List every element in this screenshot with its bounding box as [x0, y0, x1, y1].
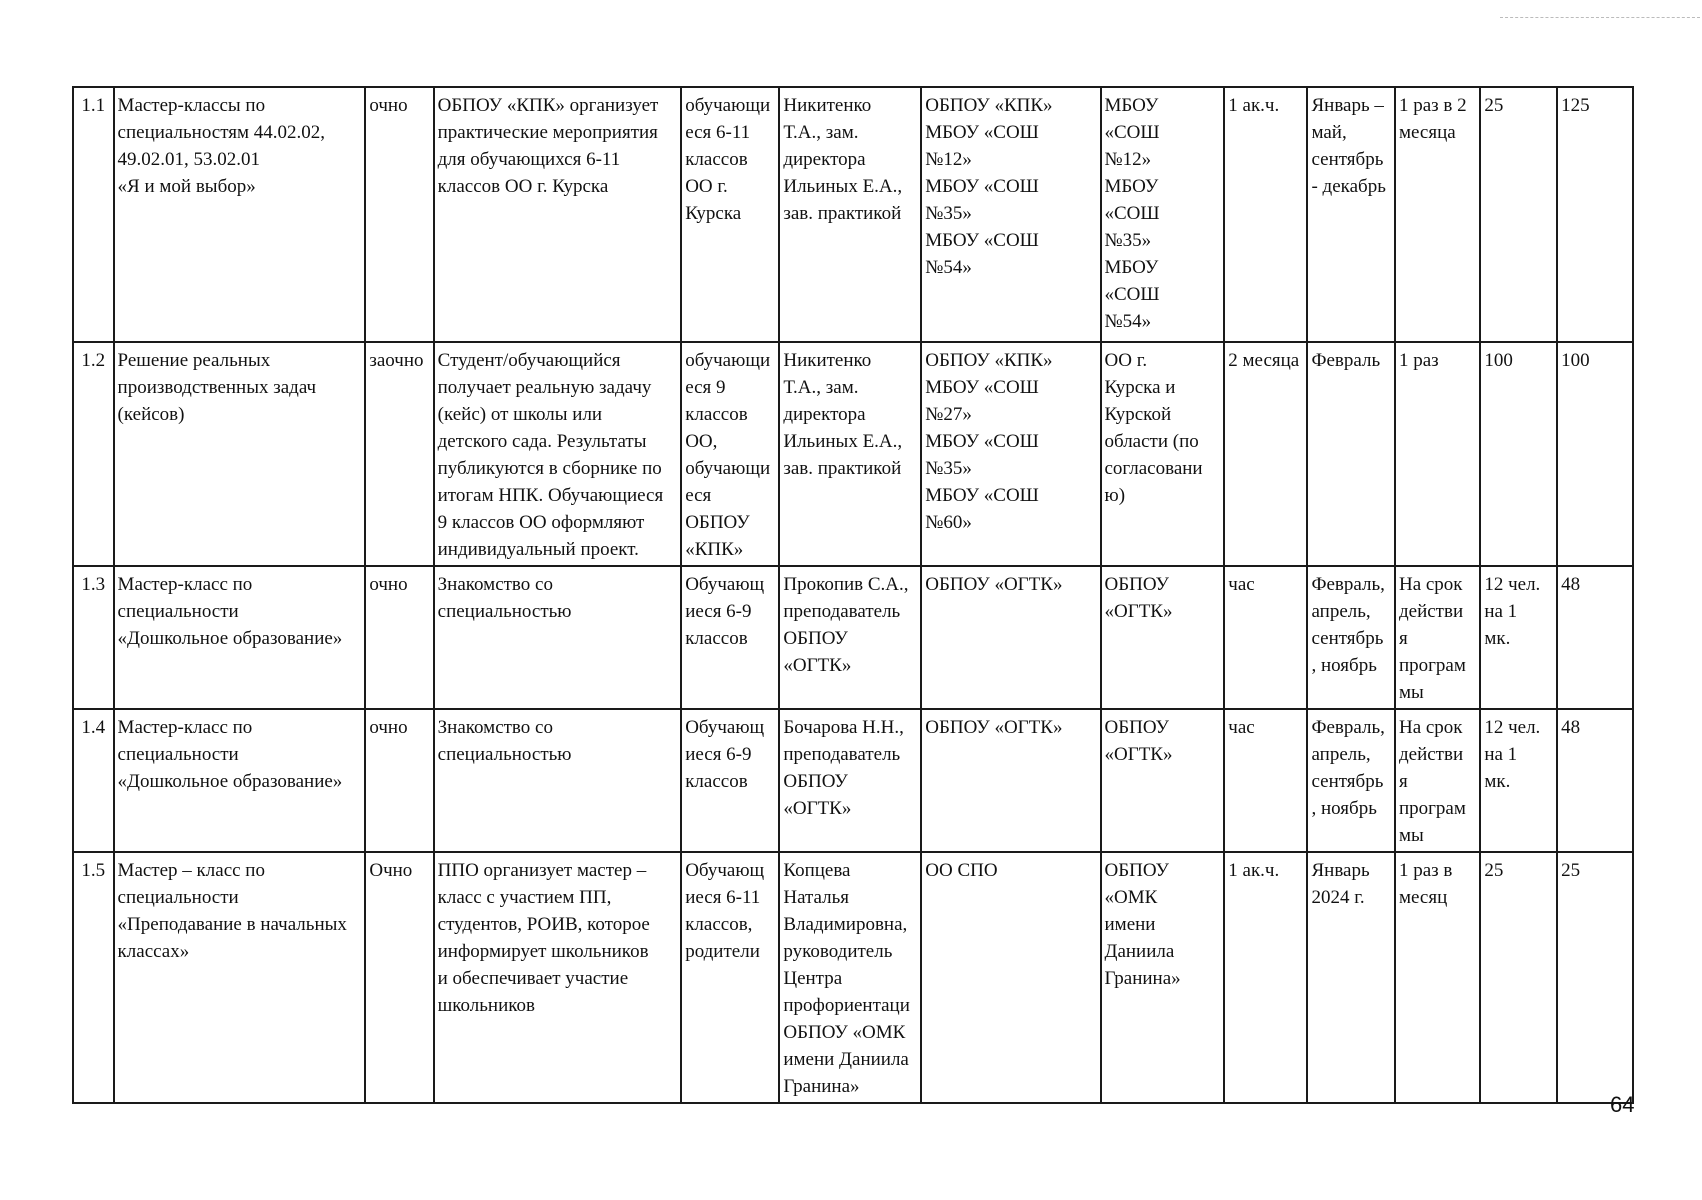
organizers-cell: [921, 852, 1100, 1103]
frequency-line: я: [1398, 628, 1408, 649]
target-audience-line: Курска: [685, 203, 742, 224]
responsible-person-line: ОБПОУ: [783, 771, 848, 792]
activity-description-line: ОБПОУ «КПК» организует: [437, 95, 659, 116]
target-audience-line: классов,: [685, 914, 753, 935]
responsible-person-line: «ОГТК»: [783, 798, 852, 819]
frequency-line: мы: [1398, 825, 1424, 846]
row-number-cell: 1.4: [73, 709, 114, 852]
venue-cell: [1101, 342, 1225, 566]
responsible-person-line: Т.А., зам.: [783, 377, 859, 398]
responsible-person-line: руководитель: [783, 941, 893, 962]
participants-per-event-line: 12 чел.: [1484, 717, 1541, 738]
responsible-person-line: Копцева: [783, 860, 851, 881]
activity-name-line: «Я и мой выбор»: [117, 176, 256, 197]
venue-line: имени: [1104, 914, 1156, 935]
responsible-person-line: зав. практикой: [783, 458, 902, 479]
activity-description-line: информирует школьников: [437, 941, 649, 962]
dates-line: Январь –: [1311, 95, 1384, 116]
frequency-cell: [1395, 566, 1480, 709]
venue-line: Курской: [1104, 404, 1172, 425]
venue-line: ОО г.: [1104, 350, 1148, 371]
responsible-person-line: Никитенко: [783, 95, 872, 116]
frequency-line: месяца: [1398, 122, 1456, 143]
activity-name-cell: [114, 566, 366, 709]
target-audience-cell: [681, 709, 779, 852]
activity-description-line: публикуются в сборнике по: [437, 458, 662, 479]
venue-line: МБОУ: [1104, 176, 1159, 197]
dates-line: - декабрь: [1311, 176, 1386, 197]
venue-cell: [1101, 852, 1225, 1103]
dates-line: сентябрь: [1311, 628, 1384, 649]
total-participants-line: 25: [1561, 860, 1581, 881]
row-number-cell: 1.3: [73, 566, 114, 709]
responsible-person-cell: [779, 709, 921, 852]
activity-description-line: (кейс) от школы или: [437, 404, 603, 425]
organizers-line: МБОУ «СОШ: [925, 431, 1039, 452]
document-sheet: [72, 86, 1634, 1104]
venue-line: ю): [1104, 485, 1126, 506]
organizers-line: ОБПОУ «КПК»: [925, 350, 1053, 371]
total-participants-cell: [1557, 709, 1633, 852]
responsible-person-line: «ОГТК»: [783, 655, 852, 676]
responsible-person-line: директора: [783, 404, 866, 425]
responsible-person-line: Центра: [783, 968, 843, 989]
target-audience-line: иеся 6-9: [685, 601, 752, 622]
frequency-line: месяц: [1398, 887, 1448, 908]
responsible-person-line: Т.А., зам.: [783, 122, 859, 143]
venue-line: №35»: [1104, 230, 1152, 251]
frequency-line: На срок: [1398, 717, 1463, 738]
activity-description-line: специальностью: [437, 744, 572, 765]
frequency-line: 1 раз: [1398, 350, 1439, 371]
responsible-person-line: зав. практикой: [783, 203, 902, 224]
responsible-person-line: директора: [783, 149, 866, 170]
organizers-cell: [921, 566, 1100, 709]
total-participants-cell: [1557, 566, 1633, 709]
activities-table: [72, 86, 1634, 1104]
organizers-line: ОО СПО: [925, 860, 998, 881]
responsible-person-line: преподаватель: [783, 601, 901, 622]
duration-line: 1 ак.ч.: [1228, 860, 1280, 881]
responsible-person-cell: [779, 342, 921, 566]
activity-name-cell: [114, 342, 366, 566]
total-participants-line: 100: [1561, 350, 1590, 371]
activity-description-line: Знакомство со: [437, 717, 553, 738]
venue-line: МБОУ: [1104, 257, 1159, 278]
dates-line: 2024 г.: [1311, 887, 1365, 908]
activity-description-cell: [434, 709, 682, 852]
responsible-person-line: преподаватель: [783, 744, 901, 765]
participants-per-event-cell: [1480, 87, 1557, 342]
activity-description-line: практические мероприятия: [437, 122, 658, 143]
total-participants-line: 48: [1561, 574, 1581, 595]
dates-line: Январь: [1311, 860, 1370, 881]
duration-cell: [1224, 709, 1307, 852]
table-body: [73, 87, 1633, 1103]
venue-line: ОБПОУ: [1104, 574, 1169, 595]
activity-name-line: 49.02.01, 53.02.01: [117, 149, 261, 170]
participants-per-event-line: 25: [1484, 860, 1504, 881]
dates-line: сентябрь: [1311, 149, 1384, 170]
dates-line: сентябрь: [1311, 771, 1384, 792]
responsible-person-line: ОБПОУ «ОМК: [783, 1022, 906, 1043]
target-audience-cell: [681, 566, 779, 709]
dates-cell: [1307, 852, 1394, 1103]
dates-line: май,: [1311, 122, 1347, 143]
frequency-line: На срок: [1398, 574, 1463, 595]
venue-cell: [1101, 709, 1225, 852]
organizers-line: №12»: [925, 149, 972, 170]
form-of-conduct-line: очно: [369, 95, 408, 116]
target-audience-line: классов: [685, 628, 748, 649]
target-audience-line: иеся 6-9: [685, 744, 752, 765]
table-row: [73, 87, 1633, 342]
organizers-cell: [921, 342, 1100, 566]
activity-name-cell: [114, 87, 366, 342]
frequency-line: програм: [1398, 798, 1466, 819]
responsible-person-cell: [779, 852, 921, 1103]
duration-line: 2 месяца: [1228, 350, 1300, 371]
activity-name-line: специальности: [117, 744, 239, 765]
dates-line: , ноябрь: [1311, 655, 1377, 676]
activity-name-line: специальностям 44.02.02,: [117, 122, 326, 143]
duration-line: 1 ак.ч.: [1228, 95, 1280, 116]
responsible-person-line: Ильиных Е.А.,: [783, 431, 903, 452]
activity-name-line: специальности: [117, 887, 239, 908]
duration-line: час: [1228, 717, 1255, 738]
participants-per-event-line: мк.: [1484, 771, 1511, 792]
frequency-line: действи: [1398, 601, 1464, 622]
venue-line: «ОГТК»: [1104, 744, 1173, 765]
activity-description-line: специальностью: [437, 601, 572, 622]
dates-line: Февраль: [1311, 350, 1381, 371]
table-row: [73, 566, 1633, 709]
responsible-person-cell: [779, 566, 921, 709]
activity-name-line: «Дошкольное образование»: [117, 771, 343, 792]
activity-name-line: производственных задач: [117, 377, 317, 398]
row-number-cell: 1.1: [73, 87, 114, 342]
target-audience-line: обучающи: [685, 458, 771, 479]
activity-description-line: и обеспечивает участие: [437, 968, 629, 989]
organizers-line: ОБПОУ «ОГТК»: [925, 717, 1063, 738]
target-audience-line: ОО г.: [685, 176, 728, 197]
venue-cell: [1101, 566, 1225, 709]
organizers-line: МБОУ «СОШ: [925, 230, 1039, 251]
responsible-person-cell: [779, 87, 921, 342]
activity-description-line: Знакомство со: [437, 574, 553, 595]
scan-artifact: [1500, 17, 1700, 20]
total-participants-cell: [1557, 852, 1633, 1103]
frequency-line: действи: [1398, 744, 1464, 765]
dates-cell: [1307, 87, 1394, 342]
activity-description-cell: [434, 87, 682, 342]
dates-line: , ноябрь: [1311, 798, 1377, 819]
responsible-person-line: Гранина»: [783, 1076, 860, 1097]
participants-per-event-line: 25: [1484, 95, 1504, 116]
frequency-line: програм: [1398, 655, 1466, 676]
duration-cell: [1224, 87, 1307, 342]
activity-name-line: «Дошкольное образование»: [117, 628, 343, 649]
participants-per-event-line: на 1: [1484, 601, 1518, 622]
participants-per-event-line: 100: [1484, 350, 1513, 371]
participants-per-event-cell: [1480, 566, 1557, 709]
target-audience-line: еся 9: [685, 377, 726, 398]
dates-cell: [1307, 709, 1394, 852]
venue-line: «СОШ: [1104, 284, 1160, 305]
target-audience-line: «КПК»: [685, 539, 744, 560]
dates-cell: [1307, 342, 1394, 566]
activity-description-line: индивидуальный проект.: [437, 539, 639, 560]
form-of-conduct-line: очно: [369, 717, 408, 738]
venue-line: «ОМК: [1104, 887, 1158, 908]
total-participants-line: 48: [1561, 717, 1581, 738]
total-participants-cell: [1557, 342, 1633, 566]
row-number-cell: 1.5: [73, 852, 114, 1103]
activity-name-cell: [114, 709, 366, 852]
frequency-cell: [1395, 852, 1480, 1103]
activity-name-line: Мастер-класс по: [117, 717, 253, 738]
organizers-line: МБОУ «СОШ: [925, 176, 1039, 197]
participants-per-event-line: на 1: [1484, 744, 1518, 765]
activity-name-line: классах»: [117, 941, 190, 962]
activity-name-line: «Преподавание в начальных: [117, 914, 347, 935]
venue-line: согласовани: [1104, 458, 1203, 479]
venue-line: ОБПОУ: [1104, 860, 1169, 881]
page-number: 64: [1610, 1092, 1635, 1117]
activity-description-line: Студент/обучающийся: [437, 350, 621, 371]
form-of-conduct-line: Очно: [369, 860, 413, 881]
organizers-line: №35»: [925, 458, 972, 479]
target-audience-line: Обучающ: [685, 860, 765, 881]
organizers-line: МБОУ «СОШ: [925, 485, 1039, 506]
activity-name-line: (кейсов): [117, 404, 185, 425]
form-of-conduct-cell: [365, 566, 433, 709]
responsible-person-line: Владимировна,: [783, 914, 908, 935]
activity-description-line: класс с участием ПП,: [437, 887, 612, 908]
participants-per-event-line: мк.: [1484, 628, 1511, 649]
target-audience-line: еся: [685, 485, 712, 506]
form-of-conduct-cell: [365, 709, 433, 852]
organizers-line: ОБПОУ «КПК»: [925, 95, 1053, 116]
row-number-cell: 1.2: [73, 342, 114, 566]
target-audience-cell: [681, 852, 779, 1103]
responsible-person-line: Прокопив С.А.,: [783, 574, 909, 595]
venue-line: Даниила: [1104, 941, 1175, 962]
dates-line: Февраль,: [1311, 717, 1385, 738]
target-audience-line: родители: [685, 941, 760, 962]
frequency-line: я: [1398, 771, 1408, 792]
target-audience-line: еся 6-11: [685, 122, 751, 143]
venue-line: «ОГТК»: [1104, 601, 1173, 622]
target-audience-line: ОО,: [685, 431, 718, 452]
activity-description-line: классов ОО г. Курска: [437, 176, 609, 197]
total-participants-line: 125: [1561, 95, 1590, 116]
dates-cell: [1307, 566, 1394, 709]
form-of-conduct-line: заочно: [369, 350, 424, 371]
activity-description-line: школьников: [437, 995, 536, 1016]
total-participants-cell: [1557, 87, 1633, 342]
activity-description-cell: [434, 342, 682, 566]
frequency-cell: [1395, 342, 1480, 566]
duration-cell: [1224, 342, 1307, 566]
organizers-line: МБОУ «СОШ: [925, 122, 1039, 143]
activity-name-line: Решение реальных: [117, 350, 271, 371]
participants-per-event-cell: [1480, 709, 1557, 852]
frequency-line: 1 раз в 2: [1398, 95, 1467, 116]
participants-per-event-line: 12 чел.: [1484, 574, 1541, 595]
table-row: [73, 852, 1633, 1103]
organizers-line: №27»: [925, 404, 972, 425]
organizers-line: №54»: [925, 257, 972, 278]
duration-cell: [1224, 852, 1307, 1103]
activity-description-line: 9 классов ОО оформляют: [437, 512, 645, 533]
organizers-line: МБОУ «СОШ: [925, 377, 1039, 398]
organizers-cell: [921, 87, 1100, 342]
target-audience-line: классов: [685, 771, 748, 792]
form-of-conduct-cell: [365, 87, 433, 342]
responsible-person-line: Ильиных Е.А.,: [783, 176, 903, 197]
organizers-line: №60»: [925, 512, 972, 533]
responsible-person-line: имени Даниила: [783, 1049, 909, 1070]
organizers-line: ОБПОУ «ОГТК»: [925, 574, 1063, 595]
venue-line: МБОУ: [1104, 95, 1159, 116]
target-audience-line: обучающи: [685, 95, 771, 116]
venue-cell: [1101, 87, 1225, 342]
target-audience-cell: [681, 87, 779, 342]
target-audience-line: классов: [685, 404, 748, 425]
activity-description-line: получает реальную задачу: [437, 377, 652, 398]
target-audience-cell: [681, 342, 779, 566]
form-of-conduct-cell: [365, 342, 433, 566]
activity-description-line: для обучающихся 6-11: [437, 149, 621, 170]
duration-cell: [1224, 566, 1307, 709]
frequency-cell: [1395, 709, 1480, 852]
activity-description-cell: [434, 566, 682, 709]
table-row: [73, 342, 1633, 566]
form-of-conduct-line: очно: [369, 574, 408, 595]
activity-description-line: итогам НПК. Обучающиеся: [437, 485, 664, 506]
responsible-person-line: Никитенко: [783, 350, 872, 371]
target-audience-line: классов: [685, 149, 748, 170]
participants-per-event-cell: [1480, 342, 1557, 566]
venue-line: «СОШ: [1104, 122, 1160, 143]
participants-per-event-cell: [1480, 852, 1557, 1103]
responsible-person-line: профориентаци: [783, 995, 910, 1016]
venue-line: области (по: [1104, 431, 1199, 452]
form-of-conduct-cell: [365, 852, 433, 1103]
organizers-cell: [921, 709, 1100, 852]
activity-description-cell: [434, 852, 682, 1103]
dates-line: апрель,: [1311, 744, 1371, 765]
responsible-person-line: Бочарова Н.Н.,: [783, 717, 904, 738]
frequency-line: мы: [1398, 682, 1424, 703]
organizers-line: №35»: [925, 203, 972, 224]
venue-line: №54»: [1104, 311, 1152, 332]
venue-line: Гранина»: [1104, 968, 1181, 989]
activity-description-line: студентов, РОИВ, которое: [437, 914, 650, 935]
target-audience-line: ОБПОУ: [685, 512, 750, 533]
venue-line: «СОШ: [1104, 203, 1160, 224]
target-audience-line: иеся 6-11: [685, 887, 761, 908]
activity-description-line: ППО организует мастер –: [437, 860, 647, 881]
dates-line: апрель,: [1311, 601, 1371, 622]
venue-line: №12»: [1104, 149, 1152, 170]
duration-line: час: [1228, 574, 1255, 595]
activity-name-line: специальности: [117, 601, 239, 622]
target-audience-line: Обучающ: [685, 574, 765, 595]
frequency-line: 1 раз в: [1398, 860, 1453, 881]
activity-name-line: Мастер-класс по: [117, 574, 253, 595]
activity-description-line: детского сада. Результаты: [437, 431, 647, 452]
dates-line: Февраль,: [1311, 574, 1385, 595]
frequency-cell: [1395, 87, 1480, 342]
responsible-person-line: Наталья: [783, 887, 850, 908]
table-row: [73, 709, 1633, 852]
responsible-person-line: ОБПОУ: [783, 628, 848, 649]
activity-name-cell: [114, 852, 366, 1103]
venue-line: ОБПОУ: [1104, 717, 1169, 738]
target-audience-line: Обучающ: [685, 717, 765, 738]
activity-name-line: Мастер – класс по: [117, 860, 265, 881]
target-audience-line: обучающи: [685, 350, 771, 371]
activity-name-line: Мастер-классы по: [117, 95, 266, 116]
venue-line: Курска и: [1104, 377, 1176, 398]
